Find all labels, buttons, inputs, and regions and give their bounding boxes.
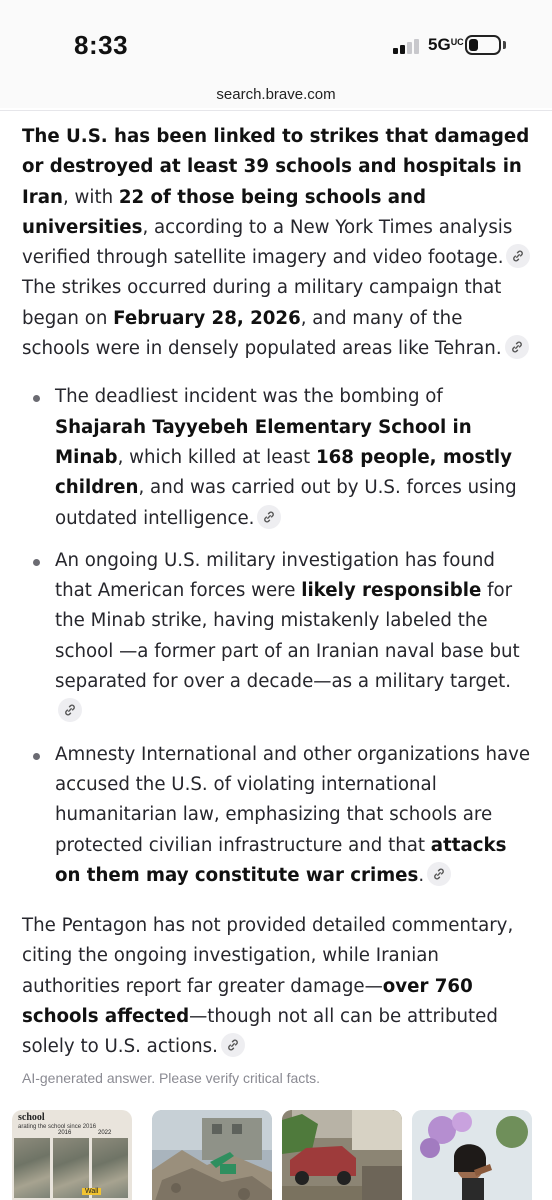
person-photo-image bbox=[412, 1110, 532, 1200]
text: , which killed at least bbox=[117, 446, 316, 468]
text: —though not all can be attributed solely to U.S. actions. bbox=[22, 1006, 498, 1058]
thumbnail-year-label: 2016 bbox=[58, 1130, 72, 1136]
bold-text: The U.S. has been linked to strikes that damaged or destroyed at least 39 schools and hospitals in Iran bbox=[22, 126, 530, 208]
thumbnail-caption-title: school bbox=[18, 1112, 45, 1123]
thumbnail-caption-subtitle: arating the school since 2016 bbox=[18, 1124, 97, 1130]
battery-tip bbox=[503, 41, 506, 49]
text: . bbox=[418, 864, 425, 886]
answer-paragraph-closing bbox=[22, 911, 534, 1062]
bold-text: 22 of those being schools and universities bbox=[22, 186, 426, 238]
answer-bullet-list bbox=[22, 382, 534, 891]
link-icon[interactable] bbox=[58, 698, 82, 722]
link-icon[interactable] bbox=[505, 335, 529, 359]
image-thumbnail-satellite[interactable] bbox=[12, 1110, 132, 1200]
text: The Pentagon has not provided detailed commentary, citing the ongoing investigation, while Iranian authorities report far greater damage— bbox=[22, 915, 514, 997]
battery-icon bbox=[465, 35, 501, 55]
network-sup: UC bbox=[450, 37, 464, 47]
list-item bbox=[22, 546, 534, 728]
text: , according to a New York Times analysis verified through satellite imagery and video footage. bbox=[22, 216, 513, 269]
link-icon[interactable] bbox=[257, 505, 281, 529]
answer-paragraph-intro bbox=[22, 122, 534, 364]
image-thumbnail-person[interactable] bbox=[412, 1110, 532, 1200]
bold-text: attacks on them may constitute war crimes bbox=[55, 834, 507, 886]
ai-answer bbox=[22, 122, 534, 1063]
signal-strength-icon bbox=[393, 38, 421, 54]
bold-text: 168 people, mostly children bbox=[55, 446, 512, 499]
text: for the Minab strike, having mistakenly labeled the school —a former part of an Iranian naval base but separated for over a decade—as a military target. bbox=[55, 580, 520, 693]
bold-text: over 760 schools affected bbox=[22, 975, 473, 1028]
text: Amnesty International and other organizations have accused the U.S. of violating international humanitarian law, emphasizing that schools are protected civilian infrastructure and that bbox=[55, 743, 531, 856]
thumbnail-tag: Wall bbox=[82, 1188, 101, 1195]
link-icon[interactable] bbox=[506, 244, 530, 268]
satellite-image bbox=[14, 1138, 50, 1198]
text: , with bbox=[62, 186, 119, 208]
bold-text: Shajarah Tayyebeh Elementary School in Minab bbox=[55, 416, 472, 468]
list-item bbox=[22, 382, 534, 533]
street-scene-image bbox=[282, 1110, 402, 1200]
divider bbox=[0, 110, 552, 111]
image-thumbnail-rubble[interactable] bbox=[152, 1110, 272, 1200]
thumbnail-year-label: 2022 bbox=[98, 1130, 112, 1136]
status-time: 8:33 bbox=[74, 30, 129, 60]
network-indicator bbox=[428, 35, 464, 55]
rubble-scene-image bbox=[152, 1110, 272, 1200]
link-icon[interactable] bbox=[427, 862, 451, 886]
text: , and many of the schools were in densely populated areas like Tehran. bbox=[22, 307, 502, 360]
image-thumbnail-street[interactable] bbox=[282, 1110, 402, 1200]
image-results bbox=[12, 1110, 552, 1200]
text: An ongoing U.S. military investigation has found that American forces were bbox=[55, 549, 495, 602]
network-label: 5G bbox=[428, 35, 451, 54]
status-bar bbox=[0, 0, 552, 84]
text: The strikes occurred during a military campaign that began on bbox=[22, 277, 502, 329]
list-item bbox=[22, 740, 534, 891]
ai-disclaimer: AI-generated answer. Please verify critical facts. bbox=[22, 1070, 321, 1086]
bold-text: February 28, 2026 bbox=[113, 307, 301, 329]
text: , and was carried out by U.S. forces using outdated intelligence. bbox=[55, 477, 517, 529]
text: The deadliest incident was the bombing of bbox=[55, 386, 443, 408]
link-icon[interactable] bbox=[221, 1033, 245, 1057]
bold-text: likely responsible bbox=[301, 580, 482, 602]
address-bar[interactable]: search.brave.com bbox=[0, 84, 552, 108]
